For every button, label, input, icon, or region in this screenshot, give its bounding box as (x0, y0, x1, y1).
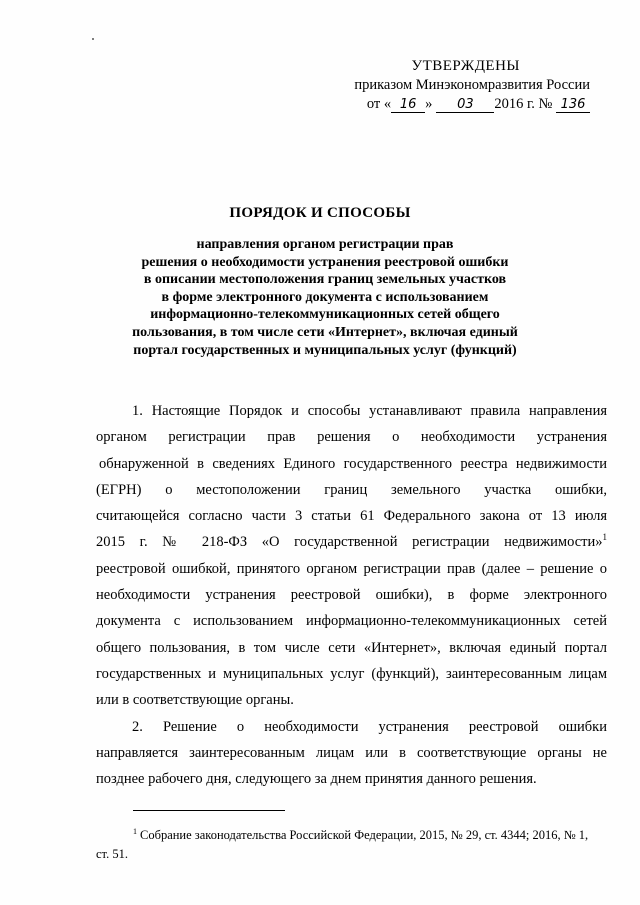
date-separator: » (425, 96, 433, 112)
subtitle-line: информационно-телекоммуникационных сетей общего (150, 307, 500, 323)
approval-heading: УТВЕРЖДЕНЫ (411, 58, 520, 74)
approval-block (330, 57, 590, 114)
approval-order: приказом Минэкономразвития России (354, 77, 590, 93)
text-line: общего пользования, в том числе сети «Интернет», включая единый портал (96, 639, 607, 656)
text-line: документа с использованием информационно-телекоммуникационных сетей (96, 613, 607, 630)
handwritten-month: 03 (436, 97, 494, 113)
subtitle-line: решения о необходимости устранения реестровой ошибки (141, 254, 509, 270)
subtitle-line: пользования, в том числе сети «Интернет», включая единый (132, 324, 518, 340)
text-line-with-footnote (96, 529, 607, 555)
approval-date-line (330, 95, 590, 114)
footnote-line (96, 826, 607, 845)
text-line: 1. Настоящие Порядок и способы устанавливают правила направления (132, 403, 607, 419)
handwritten-day: 16 (391, 97, 425, 113)
footnote-text: Собрание законодательства Российской Федерации, 2015, № 29, ст. 4344; 2016, № 1, (140, 828, 589, 842)
paragraph-1 (96, 398, 607, 714)
handwritten-order-number: 136 (556, 97, 590, 113)
text-line: (ЕГРН) о местоположении границ земельного участка ошибки, (96, 481, 607, 498)
text-segment: 2015 г. № 218-ФЗ «О государственной регистрации недвижимости» (96, 534, 603, 551)
footnote-ref: 1 (602, 532, 607, 543)
footnote (96, 826, 607, 864)
text-line: органом регистрации прав решения о необходимости устранения (96, 429, 607, 446)
subtitle-line: портал государственных и муниципальных услуг (функций) (133, 342, 517, 358)
date-year: 2016 г. № (494, 96, 553, 112)
subtitle-line: в описании местоположения границ земельных участков (143, 272, 507, 288)
text-line: считающейся согласно части 3 статьи 61 Федерального закона от 13 июля (96, 508, 607, 525)
footnote-number: 1 (133, 827, 137, 836)
subtitle-line: направления органом регистрации прав (196, 237, 454, 252)
subtitle-line: в форме электронного документа с использованием (161, 289, 489, 305)
document-title: ПОРЯДОК И СПОСОБЫ (229, 205, 411, 221)
text-line: обнаруженной в сведениях Единого государственного реестра недвижимости (99, 455, 607, 472)
text-line: позднее рабочего дня, следующего за днем принятия данного решения. (96, 771, 537, 788)
text-line: 2. Решение о необходимости устранения реестровой ошибки (132, 718, 607, 735)
text-line: направляется заинтересованным лицам или в соответствующие органы не (96, 744, 607, 761)
footnote-line: ст. 51. (96, 847, 128, 861)
scan-speck (92, 38, 94, 40)
text-line: или в соответствующие органы. (96, 692, 294, 709)
date-prefix: от « (366, 96, 392, 112)
text-line: реестровой ошибкой, принятого органом регистрации прав (далее – решение о (96, 560, 607, 577)
text-line: необходимости устранения реестровой ошибки), в форме электронного (96, 587, 607, 604)
footnote-divider (133, 810, 285, 811)
document-body (96, 398, 607, 792)
document-subtitle (100, 236, 550, 359)
paragraph-2 (96, 714, 607, 793)
text-line: государственных и муниципальных услуг (функций), заинтересованным лицам (96, 665, 607, 682)
